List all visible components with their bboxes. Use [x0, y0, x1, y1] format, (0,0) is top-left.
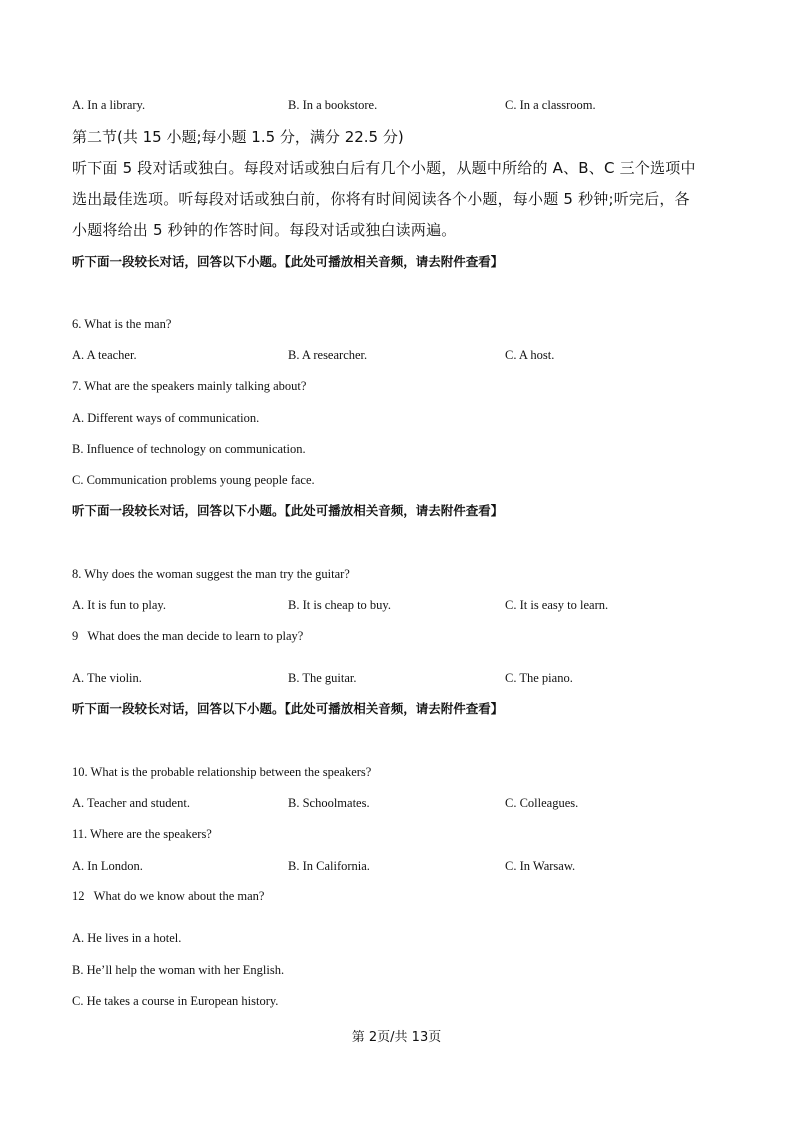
q10-option-a: A. Teacher and student.: [72, 796, 190, 810]
q10-option-b: B. Schoolmates.: [288, 796, 370, 810]
q6-option-a: A. A teacher.: [72, 348, 137, 362]
section2-heading: 第二节(共 15 小题;每小题 1.5 分，满分 22.5 分): [72, 128, 404, 146]
q12-option-b: B. He’ll help the woman with her English.: [72, 963, 285, 977]
listening-prompt: 听下面一段较长对话，回答以下小题。【此处可播放相关音频，请去附件查看】: [72, 701, 504, 716]
question-12: 12 What do we know about the man?: [72, 889, 265, 903]
q7-option-a: A. Different ways of communication.: [72, 411, 260, 425]
q6-option-c: C. A host.: [505, 348, 555, 362]
question-6: 6. What is the man?: [72, 317, 172, 331]
q6-option-b: B. A researcher.: [288, 348, 368, 362]
q9-option-a: A. The violin.: [72, 671, 142, 685]
q12-option-a: A. He lives in a hotel.: [72, 931, 182, 945]
q8-option-b: B. It is cheap to buy.: [288, 598, 391, 612]
section2-instruction-line1: 听下面 5 段对话或独白。每段对话或独白后有几个小题，从题中所给的 A、B、C 三个选项中: [72, 159, 696, 177]
question-11: 11. Where are the speakers?: [72, 827, 212, 841]
q11-option-b: B. In California.: [288, 859, 370, 873]
q9-option-c: C. The piano.: [505, 671, 573, 685]
q5-option-a: A. In a library.: [72, 98, 146, 112]
q8-option-a: A. It is fun to play.: [72, 598, 166, 612]
q11-option-c: C. In Warsaw.: [505, 859, 576, 873]
listening-prompt: 听下面一段较长对话，回答以下小题。【此处可播放相关音频，请去附件查看】: [72, 503, 504, 518]
q9-option-b: B. The guitar.: [288, 671, 357, 685]
question-8: 8. Why does the woman suggest the man try the guitar?: [72, 567, 350, 581]
section2-instruction-line2: 选出最佳选项。听每段对话或独白前，你将有时间阅读各个小题，每小题 5 秒钟;听完后，各: [72, 190, 690, 208]
section2-instruction-line3: 小题将给出 5 秒钟的作答时间。每段对话或独白读两遍。: [72, 221, 457, 239]
q12-option-c: C. He takes a course in European history.: [72, 994, 279, 1008]
q7-option-c: C. Communication problems young people face.: [72, 473, 315, 487]
q7-option-b: B. Influence of technology on communication.: [72, 442, 306, 456]
question-7: 7. What are the speakers mainly talking about?: [72, 379, 307, 393]
q5-option-b: B. In a bookstore.: [288, 98, 378, 112]
q10-option-c: C. Colleagues.: [505, 796, 579, 810]
q11-option-a: A. In London.: [72, 859, 143, 873]
q8-option-c: C. It is easy to learn.: [505, 598, 609, 612]
page-number-footer: 第 2页/共 13页: [351, 1030, 442, 1045]
listening-prompt: 听下面一段较长对话，回答以下小题。【此处可播放相关音频，请去附件查看】: [72, 254, 504, 269]
question-10: 10. What is the probable relationship between the speakers?: [72, 765, 372, 779]
q5-option-c: C. In a classroom.: [505, 98, 596, 112]
question-9: 9 What does the man decide to learn to play?: [72, 629, 304, 643]
